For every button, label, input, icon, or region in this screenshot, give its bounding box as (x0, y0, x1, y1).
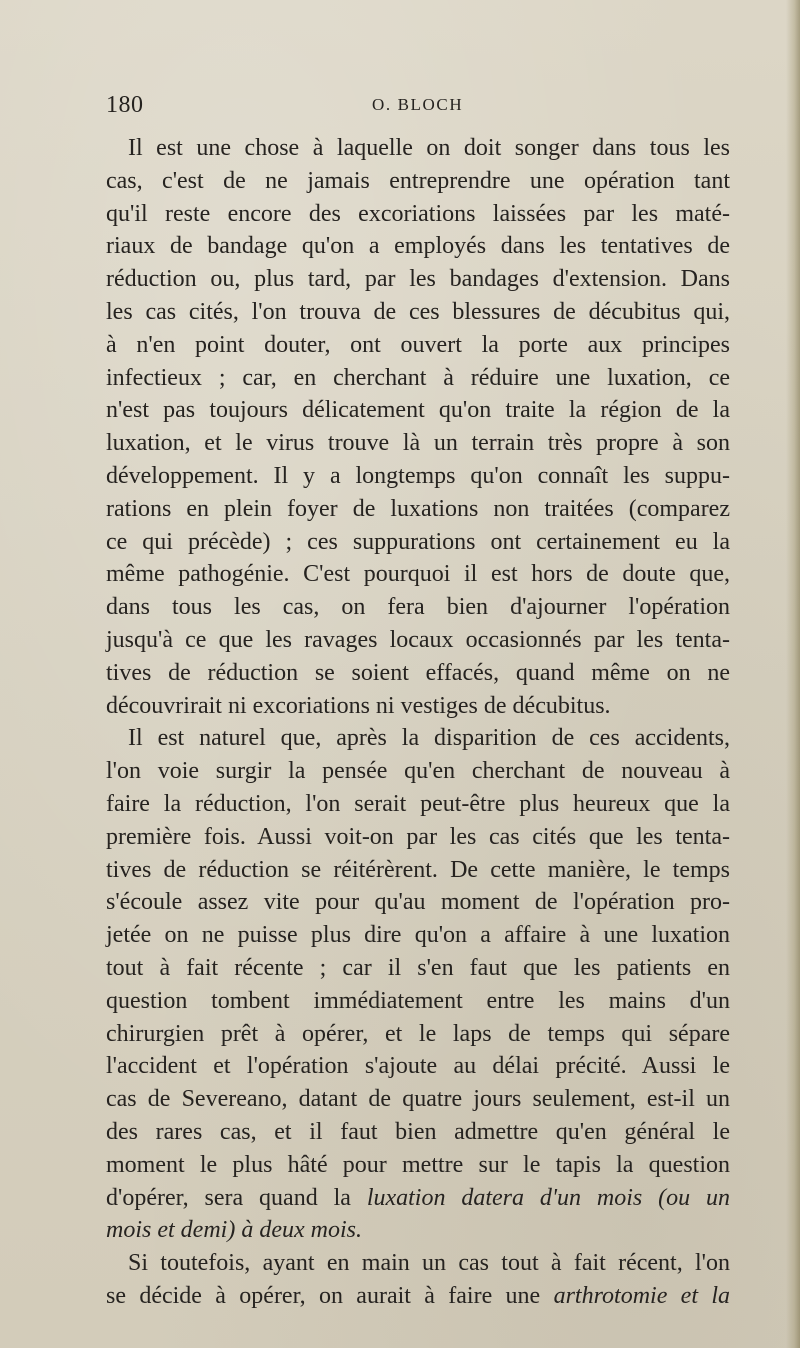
text-line: l'accident et l'opération s'ajoute au délai précité. Aussi le (106, 1053, 730, 1080)
text-line: les cas cités, l'on trouva de ces blessures de décubitus qui, (106, 298, 730, 325)
text-line: Si toutefois, ayant en main un cas tout à fait récent, l'on (128, 1250, 730, 1277)
italic-segment: (ou un (658, 1184, 731, 1211)
text-segment: se décide à opérer, on aurait à faire une (106, 1282, 541, 1309)
text-line: ce qui précède) ; ces suppurations ont certainement eu la (106, 528, 730, 555)
text-line: l'on voie surgir la pensée qu'en cherchant de nouveau à (106, 758, 730, 785)
text-line: n'est pas toujours délicatement qu'on traite la région de la (106, 397, 730, 424)
text-line: s'écoule assez vite pour qu'au moment de l'opération pro- (106, 889, 730, 916)
text-line: luxation, et le virus trouve là un terrain très propre à son (106, 430, 730, 457)
text-line: jetée on ne puisse plus dire qu'on a affaire à une luxation (106, 922, 730, 949)
text-line: développement. Il y a longtemps qu'on connaît les suppu- (106, 462, 730, 489)
text-line: qu'il reste encore des excoriations laissées par les maté- (106, 200, 730, 227)
text-line: réduction ou, plus tard, par les bandages d'extension. Dans (106, 266, 730, 293)
text-line: à n'en point douter, ont ouvert la porte aux principes (106, 331, 730, 358)
text-line: même pathogénie. C'est pourquoi il est hors de doute que, (106, 561, 730, 588)
italic-segment: mois et demi) (106, 1217, 236, 1244)
text-line (106, 1182, 730, 1215)
text-line: tives de réduction se soient effacés, quand même on ne (106, 659, 730, 686)
text-line: infectieux ; car, en cherchant à réduire une luxation, ce (106, 364, 730, 391)
text-line: dans tous les cas, on fera bien d'ajourner l'opération (106, 594, 730, 621)
text-line: rations en plein foyer de luxations non traitées (comparez (106, 495, 730, 522)
text-line: Il est naturel que, après la disparition de ces accidents, (128, 725, 730, 752)
text-line: première fois. Aussi voit-on par les cas cités que les tenta- (106, 823, 730, 850)
text-line: tout à fait récente ; car il s'en faut que les patients en (106, 954, 730, 981)
text-line (106, 1280, 730, 1313)
text-line: jusqu'à ce que les ravages locaux occasionnés par les tenta- (106, 626, 730, 653)
text-line (106, 1214, 730, 1247)
italic-segment: à deux mois. (241, 1217, 362, 1244)
text-line: cas de Severeano, datant de quatre jours seulement, est-il un (106, 1086, 730, 1113)
italic-segment: luxation datera d'un mois (366, 1184, 643, 1211)
text-segment: d'opérer, sera quand la (106, 1184, 351, 1211)
text-line: moment le plus hâté pour mettre sur le tapis la question (106, 1151, 730, 1178)
text-line: question tombent immédiatement entre les mains d'un (106, 987, 730, 1014)
page-number: 180 (106, 92, 144, 118)
running-head: O. BLOCH (372, 95, 464, 114)
body-text (106, 132, 730, 1313)
text-line: chirurgien prêt à opérer, et le laps de temps qui sépare (106, 1020, 730, 1047)
page-edge-shadow (786, 0, 800, 1348)
text-line: cas, c'est de ne jamais entreprendre une opération tant (106, 167, 730, 194)
text-line: riaux de bandage qu'on a employés dans les tentatives de (106, 233, 730, 260)
italic-segment: arthrotomie et la (553, 1282, 731, 1309)
text-line: découvrirait ni excoriations ni vestiges de décubitus. (106, 692, 611, 719)
text-line: des rares cas, et il faut bien admettre qu'en général le (106, 1118, 730, 1145)
text-line: Il est une chose à laquelle on doit songer dans tous les (128, 135, 730, 161)
text-line: faire la réduction, l'on serait peut-être plus heureux que la (106, 790, 730, 817)
text-line: tives de réduction se réitérèrent. De cette manière, le temps (106, 856, 730, 883)
